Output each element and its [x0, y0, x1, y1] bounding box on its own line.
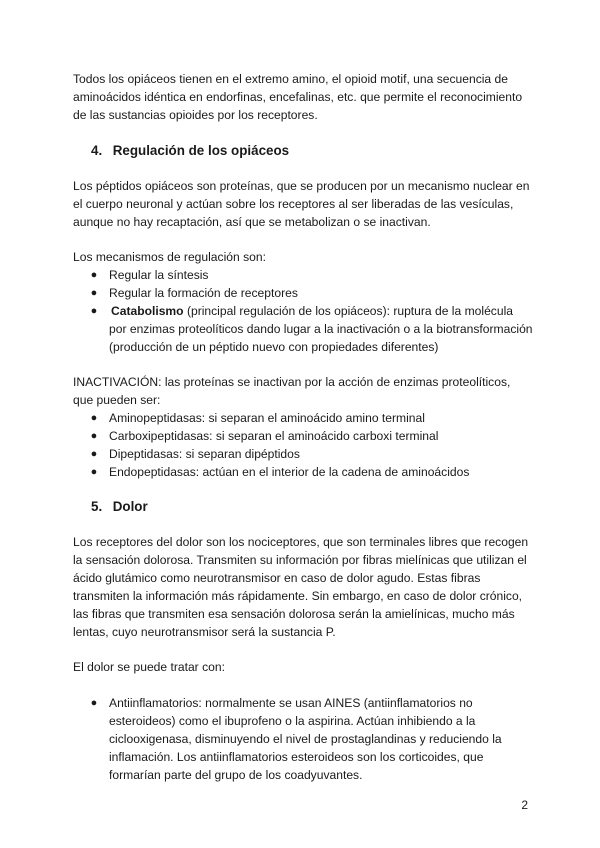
mechanisms-list — [73, 266, 533, 356]
mechanisms-intro: Los mecanismos de regulación son: — [73, 250, 266, 264]
section-5-paragraph: Los receptores del dolor son los nociceptores, que son terminales libres que recogen la sensación dolorosa. Transmiten su información por fibras mielínicas que utilizan el ácido glutámico como neurotransmisor en caso de dolor agudo. Estas fibras transmiten la información más rápidamente. Sin embargo, en caso de dolor crónico, las fibras que transmiten esa sensación dolorosa serán la amielínicas, mucho más lentas, cuyo neurotransmisor será la sustancia P. — [73, 535, 529, 639]
section-5-number: 5. — [91, 499, 103, 514]
bullet-icon: ● — [90, 466, 98, 478]
inactivation-intro: INACTIVACIÓN: las proteínas se inactivan por la acción de enzimas proteolíticos, que pueden ser: — [73, 375, 511, 407]
list-item: ● Endopeptidasas: actúan en el interior de la cadena de aminoácidos — [73, 463, 533, 481]
bullet-icon: ● — [90, 430, 98, 442]
list-item: ● Dipeptidasas: si separan dipéptidos — [73, 445, 533, 463]
document-page — [73, 70, 533, 784]
list-item: ● Carboxipeptidasas: si separan el aminoácido carboxi terminal — [73, 427, 533, 445]
bullet-icon: ● — [90, 305, 98, 317]
section-4-title: Regulación de los opiáceos — [112, 143, 290, 158]
bullet-icon: ● — [90, 697, 98, 709]
list-item: ● Catabolismo (principal regulación de los opiáceos): ruptura de la molécula por enzimas proteolíticos dando lugar a la inactivación o a la biotransformación (producción de un péptido nuevo con propiedades diferentes) — [73, 302, 533, 356]
bullet-icon: ● — [90, 412, 98, 424]
section-4-paragraph: Los péptidos opiáceos son proteínas, que se producen por un mecanismo nuclear en el cuerpo neuronal y actúan sobre los receptores al ser liberadas de las vesículas, aunque no hay recaptación, así que se metabolizan o se inactivan. — [73, 179, 530, 229]
bullet-icon: ● — [90, 287, 98, 299]
section-5-heading — [73, 498, 533, 516]
treatments-list — [73, 694, 533, 784]
bullet-icon: ● — [90, 448, 98, 460]
section-4-number: 4. — [91, 143, 103, 158]
page-number: 2 — [521, 798, 528, 812]
catabolismo-term: Catabolismo — [111, 304, 184, 318]
list-item: ● Regular la formación de receptores — [73, 284, 533, 302]
enzymes-list — [73, 409, 533, 481]
list-item: ● Antiinflamatorios: normalmente se usan AINES (antiinflamatorios no esteroideos) como el ibuprofeno o la aspirina. Actúan inhibiendo a la ciclooxigenasa, disminuyendo el nivel de prostaglandinas y reduciendo la inflamación. Los antiinflamatorios esteroideos son los corticoides, que formarían parte del grupo de los coadyuvantes. — [73, 694, 533, 784]
bullet-icon: ● — [90, 269, 98, 281]
intro-paragraph: Todos los opiáceos tienen en el extremo amino, el opioid motif, una secuencia de aminoácidos idéntica en endorfinas, encefalinas, etc. que permite el reconocimiento de las sustancias opioides por los receptores. — [73, 72, 523, 122]
list-item: ● Aminopeptidasas: si separan el aminoácido amino terminal — [73, 409, 533, 427]
list-item: ● Regular la síntesis — [73, 266, 533, 284]
section-4-heading — [73, 142, 533, 160]
treatment-intro: El dolor se puede tratar con: — [73, 660, 225, 674]
section-5-title: Dolor — [112, 499, 148, 514]
